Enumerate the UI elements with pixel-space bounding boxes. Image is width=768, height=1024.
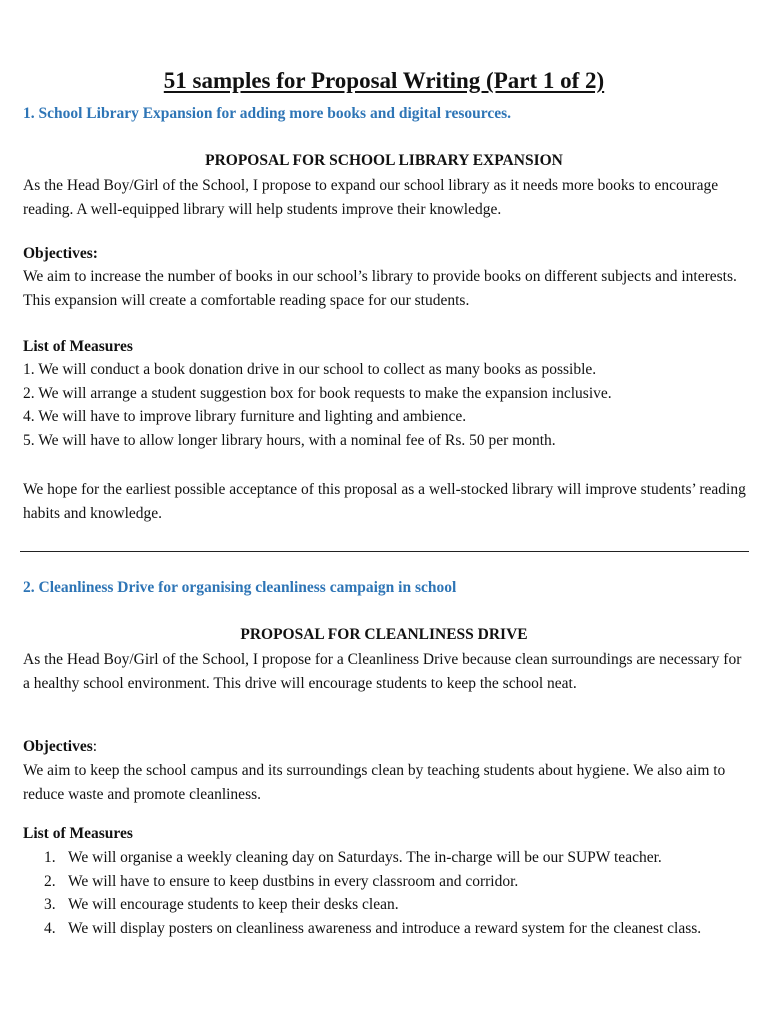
section-1-measure-item: 1. We will conduct a book donation drive in our school to collect as many books as possible. bbox=[23, 361, 597, 378]
section-1-proposal-title: PROPOSAL FOR SCHOOL LIBRARY EXPANSION bbox=[205, 152, 563, 169]
section-2-objectives-text: We aim to keep the school campus and its surroundings clean by teaching students about hygiene. We also aim to reduce waste and promote cleanliness. bbox=[23, 762, 726, 803]
objectives-label-colon: : bbox=[92, 738, 98, 755]
section-2-objectives-label bbox=[23, 737, 97, 757]
section-1-intro: As the Head Boy/Girl of the School, I propose to expand our school library as it needs more books to encourage reading. A well-equipped library will help students improve their knowledge. bbox=[23, 177, 719, 218]
section-1-measure-item: 2. We will arrange a student suggestion box for book requests to make the expansion inclusive. bbox=[23, 385, 612, 402]
measure-text: We will encourage students to keep their desks clean. bbox=[68, 896, 399, 913]
measure-text: We will have to ensure to keep dustbins in every classroom and corridor. bbox=[68, 873, 519, 890]
section-1-measure-item: 5. We will have to allow longer library hours, with a nominal fee of Rs. 50 per month. bbox=[23, 432, 556, 449]
section-1-measure-item: 4. We will have to improve library furniture and lighting and ambience. bbox=[23, 408, 467, 425]
section-2-measures-label: List of Measures bbox=[23, 825, 133, 842]
document-title: 51 samples for Proposal Writing (Part 1 of 2) bbox=[163, 68, 605, 93]
section-1-closing: We hope for the earliest possible acceptance of this proposal as a well-stocked library will improve students’ reading habits and knowledge. bbox=[23, 481, 746, 522]
section-1-objectives-text: We aim to increase the number of books in our school’s library to provide books on different subjects and interests. This expansion will create a comfortable reading space for our students. bbox=[23, 268, 737, 309]
measure-number: 3. bbox=[44, 896, 56, 913]
measure-text: We will organise a weekly cleaning day on Saturdays. The in-charge will be our SUPW teacher. bbox=[68, 849, 662, 866]
section-2-proposal-title: PROPOSAL FOR CLEANLINESS DRIVE bbox=[240, 626, 528, 643]
measure-number: 4. bbox=[44, 920, 56, 937]
section-1-measures-label: List of Measures bbox=[23, 338, 133, 355]
measure-text: We will display posters on cleanliness awareness and introduce a reward system for the cleanest class. bbox=[68, 920, 702, 937]
section-2-heading: 2. Cleanliness Drive for organising cleanliness campaign in school bbox=[23, 579, 457, 596]
section-1-heading: 1. School Library Expansion for adding more books and digital resources. bbox=[23, 105, 512, 122]
section-2-intro: As the Head Boy/Girl of the School, I propose for a Cleanliness Drive because clean surroundings are necessary for a healthy school environment. This drive will encourage students to keep the school neat. bbox=[23, 651, 742, 692]
section-1-objectives-label: Objectives: bbox=[23, 245, 98, 262]
section-divider bbox=[20, 551, 749, 552]
objectives-label-text: Objectives bbox=[23, 738, 93, 755]
measure-number: 1. bbox=[44, 849, 56, 866]
measure-number: 2. bbox=[44, 873, 56, 890]
